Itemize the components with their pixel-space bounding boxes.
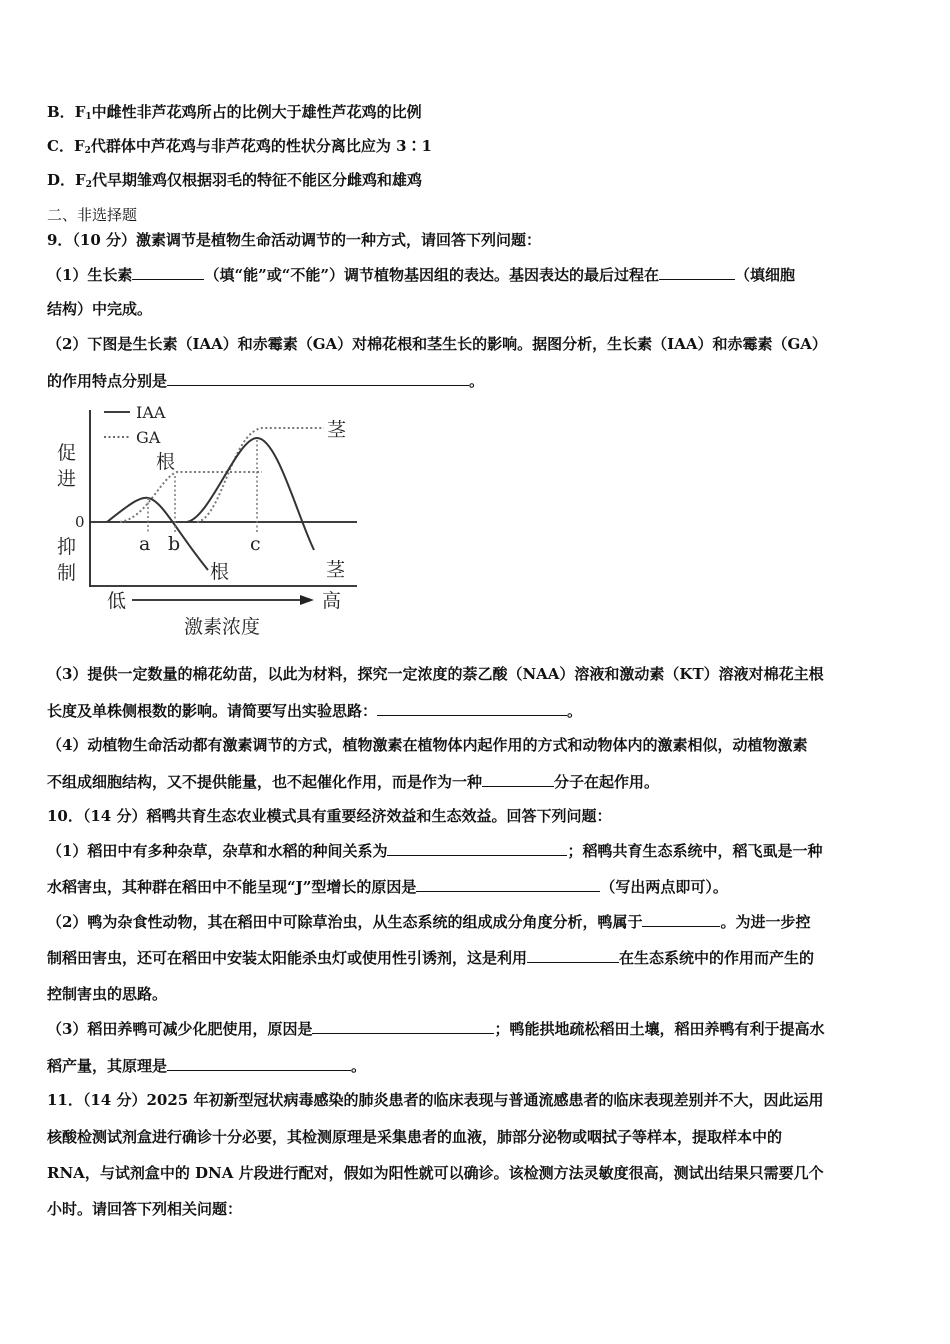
hormone-concentration-figure bbox=[52, 400, 372, 645]
q9-part3: （3）提供一定数量的棉花幼苗，以此为材料，探究一定浓度的萘乙酸（NAA）溶液和激动素（KT）溶液对棉花主根 bbox=[47, 665, 824, 683]
y-label-inhibit-2: 制 bbox=[57, 562, 77, 584]
q9-part4: （4）动植物生命活动都有激素调节的方式，植物激素在植物体内起作用的方式和动物体内的激素相似，动植物激素 bbox=[47, 736, 808, 754]
q9-part1-cont: 结构）中完成。 bbox=[47, 300, 153, 318]
iaa-stem-label: 茎 bbox=[326, 559, 346, 581]
section-title: 二、非选择题 bbox=[47, 206, 138, 224]
x-label-high: 高 bbox=[322, 590, 342, 612]
q10-part2-cont: 制稻田害虫，还可在稻田中安装太阳能杀虫灯或使用性引诱剂，这是利用 在生态系统中的作用而产生的 bbox=[47, 949, 815, 967]
option-c: C．$F_2$代群体中芦花鸡与非芦花鸡的性状分离比应为 3∶1 bbox=[47, 137, 432, 156]
zero-label: 0 bbox=[75, 513, 85, 531]
y-label-inhibit-1: 抑 bbox=[57, 536, 77, 558]
q9-part3-cont: 长度及单株侧根数的影响。请简要写出实验思路： 。 bbox=[47, 702, 583, 720]
q9-part4-cont: 不组成细胞结构，又不提供能量，也不起催化作用，而是作为一种 分子在起作用。 bbox=[47, 773, 660, 791]
q10-part3: （3）稻田养鸭可减少化肥使用，原因是 ；鸭能拱地疏松稻田土壤，稻田养鸭有利于提高水 bbox=[47, 1020, 825, 1038]
q9-part1: （1）生长素 （填“能”或“不能”）调节植物基因组的表达。基因表达的最后过程在 （填细胞 bbox=[47, 266, 795, 284]
answer-blank[interactable] bbox=[642, 911, 720, 927]
q10-part1-cont: 水稻害虫，其种群在稻田中不能呈现“J”型增长的原因是 （写出两点即可）。 bbox=[47, 878, 728, 896]
answer-blank[interactable] bbox=[312, 1018, 494, 1034]
legend-ga: GA bbox=[136, 428, 161, 447]
legend-iaa: IAA bbox=[136, 403, 166, 422]
x-label-low: 低 bbox=[107, 590, 127, 612]
answer-blank[interactable] bbox=[387, 840, 567, 856]
y-label-promote-2: 进 bbox=[57, 468, 77, 490]
ga-stem-label: 茎 bbox=[327, 419, 347, 441]
iaa-root-curve bbox=[107, 498, 208, 570]
ga-root-curve bbox=[120, 472, 262, 522]
q10-part3-cont: 稻产量，其原理是 。 bbox=[47, 1057, 367, 1075]
ga-stem-curve bbox=[197, 428, 324, 522]
y-label-promote-1: 促 bbox=[57, 442, 77, 464]
point-b-label: b bbox=[168, 533, 181, 555]
iaa-root-label: 根 bbox=[210, 561, 230, 583]
option-d: D．$F_2$代早期雏鸡仅根据羽毛的特征不能区分雌鸡和雄鸡 bbox=[47, 171, 422, 190]
q10-stem: 10．（14 分）稻鸭共育生态农业模式具有重要经济效益和生态效益。回答下列问题： bbox=[47, 807, 612, 825]
q11-line-1: 11．（14 分）2025 年初新型冠状病毒感染的肺炎患者的临床表现与普通流感患者的临床表现差别并不大，因此运用 bbox=[47, 1091, 824, 1109]
answer-blank[interactable] bbox=[377, 700, 567, 716]
q10-part2-end: 控制害虫的思路。 bbox=[47, 985, 168, 1003]
q11-line-3: RNA，与试剂盒中的 DNA 片段进行配对，假如为阳性就可以确诊。该检测方法灵敏度很高，测试出结果只需要几个 bbox=[47, 1164, 824, 1182]
q11-line-2: 核酸检测试剂盒进行确诊十分必要，其检测原理是采集患者的血液，肺部分泌物或咽拭子等样本，提取样本中的 bbox=[47, 1128, 783, 1146]
q9-stem: 9．（10 分）激素调节是植物生命活动调节的一种方式，请回答下列问题： bbox=[47, 231, 542, 249]
x-axis-title: 激素浓度 bbox=[184, 616, 261, 638]
point-a-label: a bbox=[139, 533, 151, 555]
answer-blank[interactable] bbox=[167, 1055, 351, 1071]
arrow-head bbox=[300, 595, 314, 605]
option-b: B．$F_1$中雌性非芦花鸡所占的比例大于雄性芦花鸡的比例 bbox=[47, 103, 422, 122]
ga-root-label: 根 bbox=[156, 451, 176, 473]
answer-blank[interactable] bbox=[416, 876, 600, 892]
answer-blank[interactable] bbox=[167, 370, 469, 386]
answer-blank[interactable] bbox=[132, 264, 204, 280]
q9-part2-cont: 的作用特点分别是 。 bbox=[47, 372, 485, 390]
point-c-label: c bbox=[250, 533, 261, 555]
q10-part1: （1）稻田中有多种杂草，杂草和水稻的种间关系为 ；稻鸭共育生态系统中，稻飞虱是一种 bbox=[47, 842, 823, 860]
answer-blank[interactable] bbox=[527, 947, 619, 963]
q11-line-4: 小时。请回答下列相关问题： bbox=[47, 1200, 243, 1218]
q10-part2: （2）鸭为杂食性动物，其在稻田中可除草治虫，从生态系统的组成成分角度分析，鸭属于 。为进一步控 bbox=[47, 913, 811, 931]
q9-part2: （2）下图是生长素（IAA）和赤霉素（GA）对棉花根和茎生长的影响。据图分析，生长素（IAA）和赤霉素（GA） bbox=[47, 335, 827, 353]
answer-blank[interactable] bbox=[482, 771, 554, 787]
answer-blank[interactable] bbox=[659, 264, 735, 280]
